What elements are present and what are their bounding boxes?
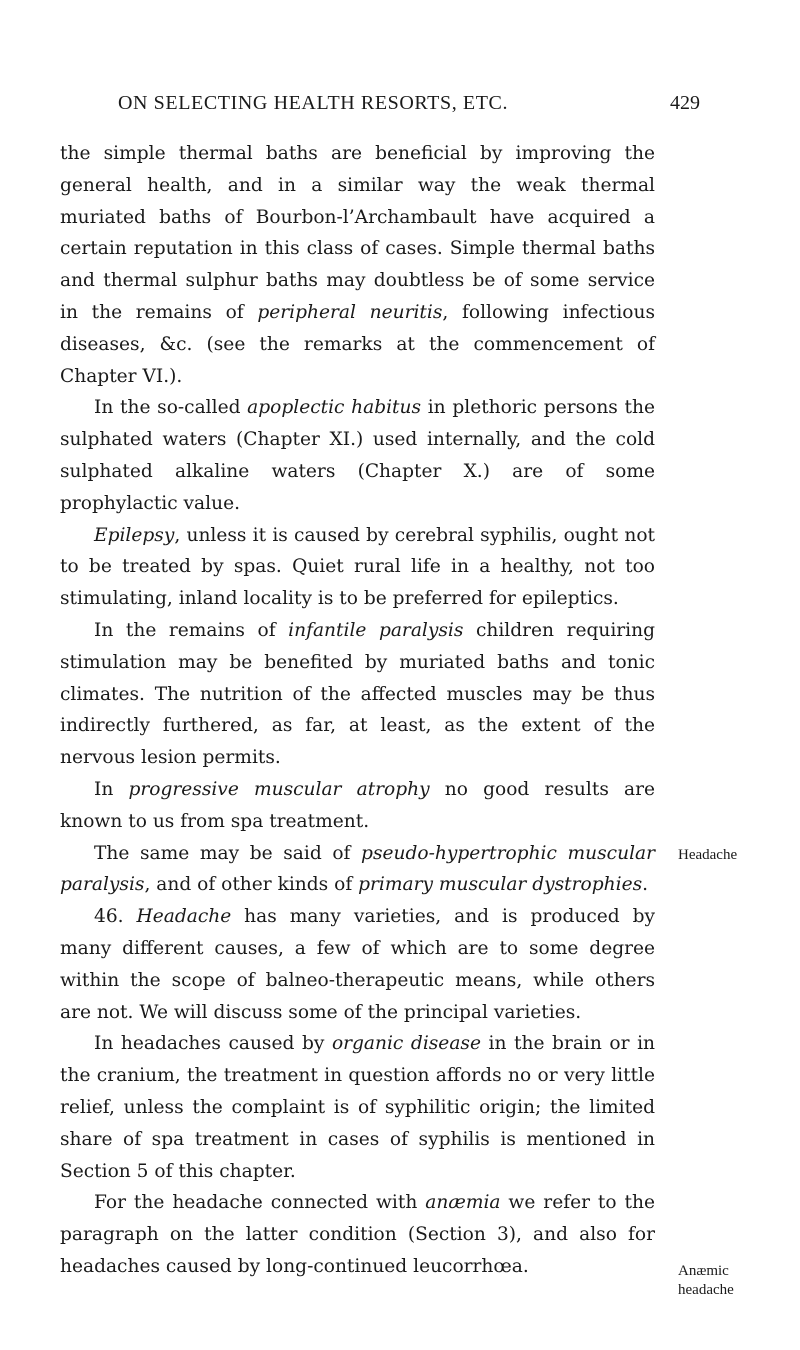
term-organic-disease: organic disease	[331, 1033, 481, 1055]
body-text	[60, 138, 655, 1283]
term-progressive-muscular-atrophy: progressive muscular atrophy	[128, 778, 430, 800]
running-title: ON SELECTING HEALTH RESORTS, ETC.	[118, 92, 509, 114]
sidenote-anaemic-headache: Anæmic headache	[678, 1263, 734, 1298]
paragraph-infantile-paralysis: In the remains of infantile paralysis children requiring stimulation may be benefited by muriated baths and tonic climates. The nutrition of the affected muscles may be thus indirectly furthered, as far, at least, as the extent of the nervous lesion permits.	[60, 619, 656, 769]
paragraph-anaemia: For the headache connected with anæmia we refer to the paragraph on the latter condition (Section 3), and also for headaches caused by long-continued leucorrhœa.	[60, 1192, 655, 1277]
term-infantile-paralysis: infantile paralysis	[288, 619, 464, 641]
term-headache: Headache	[136, 906, 232, 928]
paragraph-organic-disease: In headaches caused by organic disease in the brain or in the cranium, the treatment in question affords no or very little relief, unless the complaint is of syphilitic origin; the limited share of spa treatment in cases of syphilis is mentioned in Section 5 of this chapter.	[60, 1033, 656, 1182]
paragraph-apoplectic-habitus: In the so-called apoplectic habitus in plethoric persons the sulphated waters (Chapter XI.) used internally, and the cold sulphated alkaline waters (Chapter X.) are of some prophylactic value.	[60, 397, 655, 514]
page-number: 429	[670, 92, 700, 114]
running-head	[60, 92, 700, 122]
term-primary-muscular-dystrophies: primary muscular dystrophies	[358, 874, 643, 896]
paragraph-epilepsy: Epilepsy, unless it is caused by cerebral syphilis, ought not to be treated by spas. Quiet rural life in a healthy, not too stimulating, inland locality is to be preferred for epileptics.	[60, 524, 655, 610]
paragraph-thermal-baths: the simple thermal baths are beneficial by improving the general health, and in a similar way the weak thermal muriated baths of Bourbon-l’Archambault have acquired a certain reputation in this class of cases. Simple thermal baths and thermal sulphur baths may doubtless be of some service in the remains of peripheral neuritis, following infectious diseases, &c. (see the remarks at the commencement of Chapter VI.).	[60, 143, 655, 387]
term-apoplectic-habitus: apoplectic habitus	[247, 397, 422, 419]
term-anaemia: anæmia	[425, 1192, 501, 1214]
sidenote-headache: Headache	[678, 847, 738, 863]
term-peripheral-neuritis: peripheral neuritis	[257, 301, 443, 323]
paragraph-muscular-atrophy: In progressive muscular atrophy no good results are known to us from spa treatment.	[60, 778, 656, 832]
paragraph-headache: 46. Headache has many varieties, and is produced by many different causes, a few of which are to some degree within the scope of balneo-therapeutic means, while others are not. We will discuss some of the principal varieties.	[60, 906, 655, 1023]
term-pseudo-hypertrophic-paralysis: pseudo-hypertrophic muscular paralysis	[60, 842, 655, 896]
paragraph-pseudo-hypertrophic: The same may be said of pseudo-hypertrophic muscular paralysis, and of other kinds of primary muscular dystrophies.	[60, 842, 655, 896]
term-epilepsy: Epilepsy	[94, 524, 175, 546]
